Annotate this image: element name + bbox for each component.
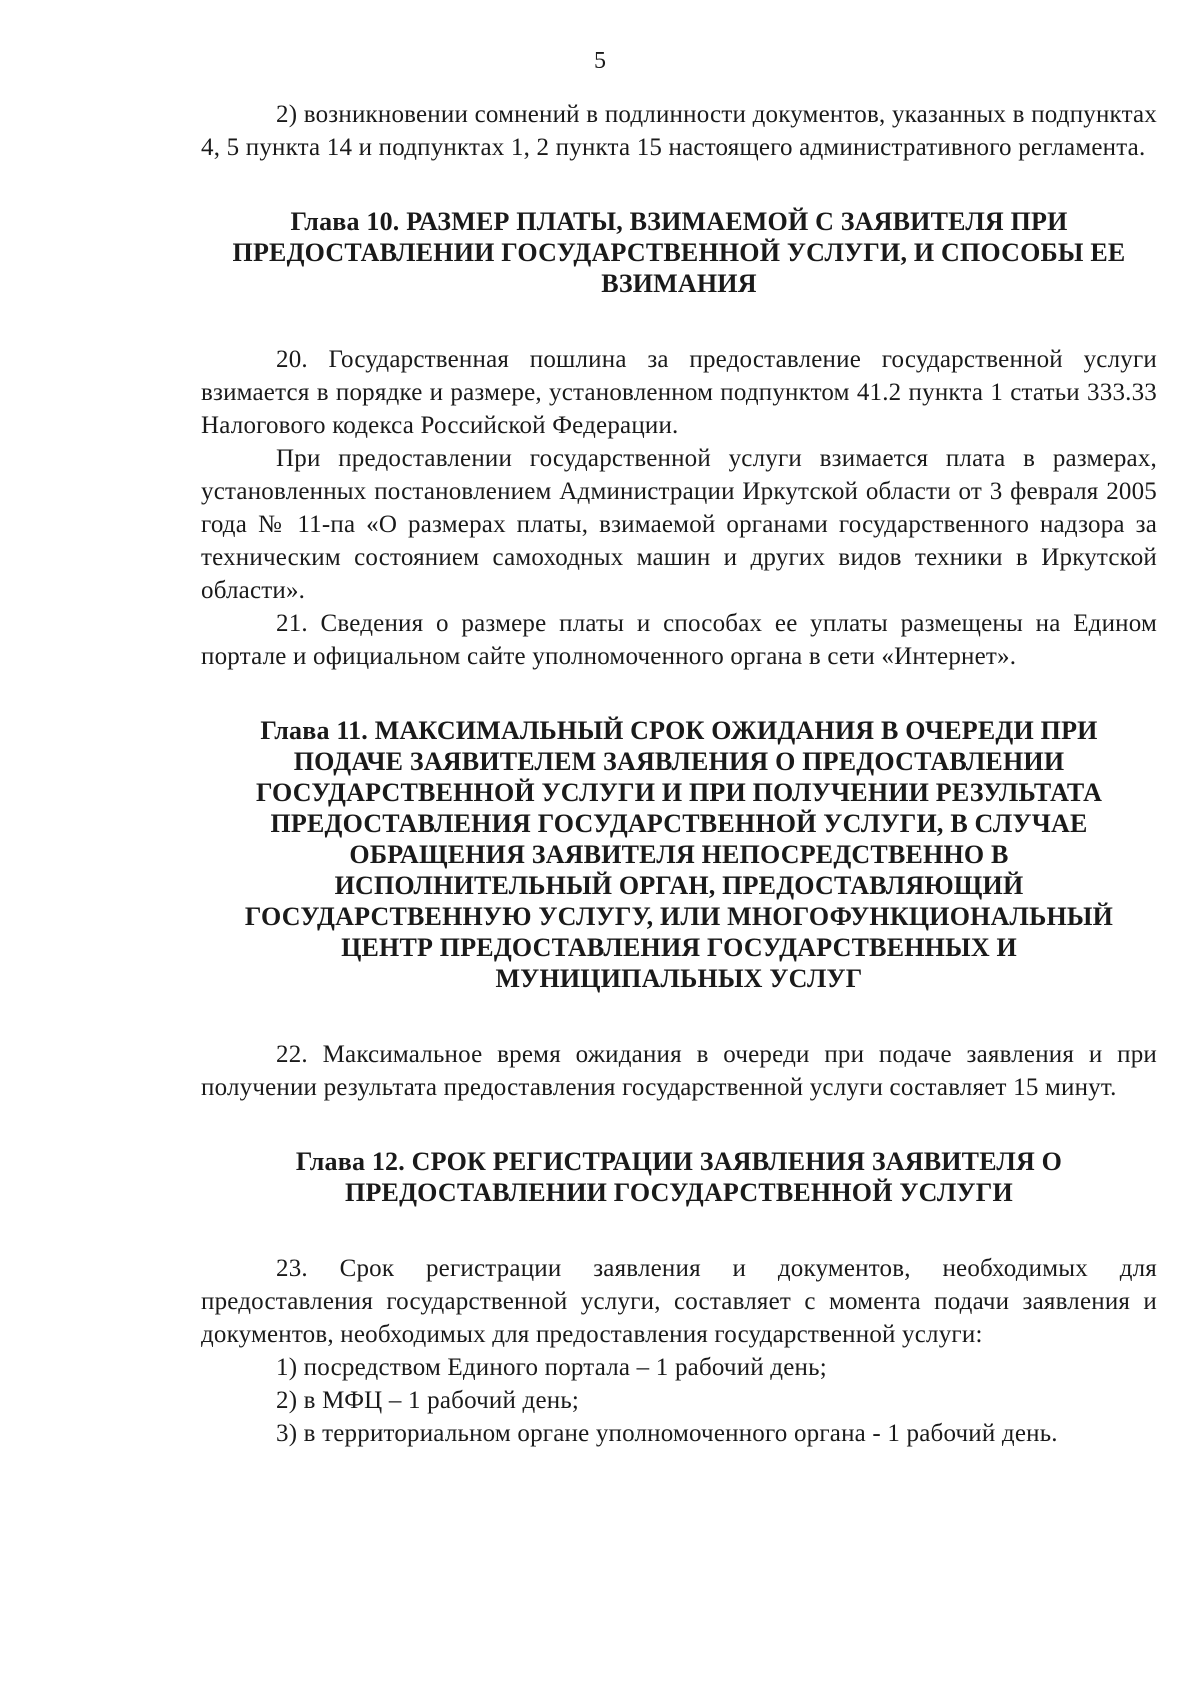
paragraph-22: 22. Максимальное время ожидания в очереди при подаче заявления и при получении результата предоставления государственной услуги составляет 15 минут. [201,1041,1157,1101]
heading-line: ОБРАЩЕНИЯ ЗАЯВИТЕЛЯ НЕПОСРЕДСТВЕННО В [349,840,1009,869]
heading-line: ПРЕДОСТАВЛЕНИЯ ГОСУДАРСТВЕННОЙ УСЛУГИ, В СЛУЧАЕ [270,809,1088,838]
chapter-11-heading [201,715,1157,994]
chapter-12-heading [201,1146,1157,1208]
heading-line: ПРЕДОСТАВЛЕНИИ ГОСУДАРСТВЕННОЙ УСЛУГИ, И СПОСОБЫ ЕЕ [232,238,1126,267]
list-item: 2) в МФЦ – 1 рабочий день; [276,1387,580,1414]
heading-line: Глава 12. СРОК РЕГИСТРАЦИИ ЗАЯВЛЕНИЯ ЗАЯВИТЕЛЯ О [295,1147,1063,1176]
paragraph-21: 21. Сведения о размере платы и способах ее уплаты размещены на Едином портале и официальном сайте уполномоченного органа в сети «Интернет». [201,610,1157,670]
heading-line: ПОДАЧЕ ЗАЯВИТЕЛЕМ ЗАЯВЛЕНИЯ О ПРЕДОСТАВЛЕНИИ [293,747,1065,776]
heading-line: МУНИЦИПАЛЬНЫХ УСЛУГ [495,964,863,993]
paragraph-20-fee: При предоставлении государственной услуги взимается плата в размерах, установленных постановлением Администрации Иркутской области от 3 февраля 2005 года № 11-па «О размерах платы, взимаемой органами государственного надзора за техническим состоянием самоходных машин и других видов техники в Иркутской области». [201,445,1157,604]
document-body [201,98,1157,1450]
list-item: 1) посредством Единого портала – 1 рабочий день; [276,1354,827,1381]
list-item: 3) в территориальном органе уполномоченного органа - 1 рабочий день. [276,1420,1058,1447]
heading-line: ПРЕДОСТАВЛЕНИИ ГОСУДАРСТВЕННОЙ УСЛУГИ [345,1178,1013,1207]
heading-line: Глава 10. РАЗМЕР ПЛАТЫ, ВЗИМАЕМОЙ С ЗАЯВИТЕЛЯ ПРИ [290,207,1068,236]
heading-line: ГОСУДАРСТВЕННУЮ УСЛУГУ, ИЛИ МНОГОФУНКЦИОНАЛЬНЫЙ [244,902,1114,931]
heading-line: ЦЕНТР ПРЕДОСТАВЛЕНИЯ ГОСУДАРСТВЕННЫХ И [341,933,1017,962]
paragraph-intro: 2) возникновении сомнений в подлинности документов, указанных в подпунктах 4, 5 пункта 14 и подпунктах 1, 2 пункта 15 настоящего административного регламента. [201,101,1157,161]
heading-line: Глава 11. МАКСИМАЛЬНЫЙ СРОК ОЖИДАНИЯ В ОЧЕРЕДИ ПРИ [260,716,1098,745]
heading-line: ИСПОЛНИТЕЛЬНЫЙ ОРГАН, ПРЕДОСТАВЛЯЮЩИЙ [334,871,1024,900]
heading-line: ГОСУДАРСТВЕННОЙ УСЛУГИ И ПРИ ПОЛУЧЕНИИ РЕЗУЛЬТАТА [255,778,1103,807]
heading-line: ВЗИМАНИЯ [601,269,757,298]
page-number: 5 [594,48,606,74]
paragraph-23: 23. Срок регистрации заявления и документов, необходимых для предоставления государственной услуги, составляет с момента подачи заявления и документов, необходимых для предоставления государственной услуги: [201,1255,1157,1348]
chapter-10-heading [201,206,1157,299]
paragraph-20: 20. Государственная пошлина за предоставление государственной услуги взимается в порядке и размере, установленном подпунктом 41.2 пункта 1 статьи 333.33 Налогового кодекса Российской Федерации. [201,346,1157,439]
